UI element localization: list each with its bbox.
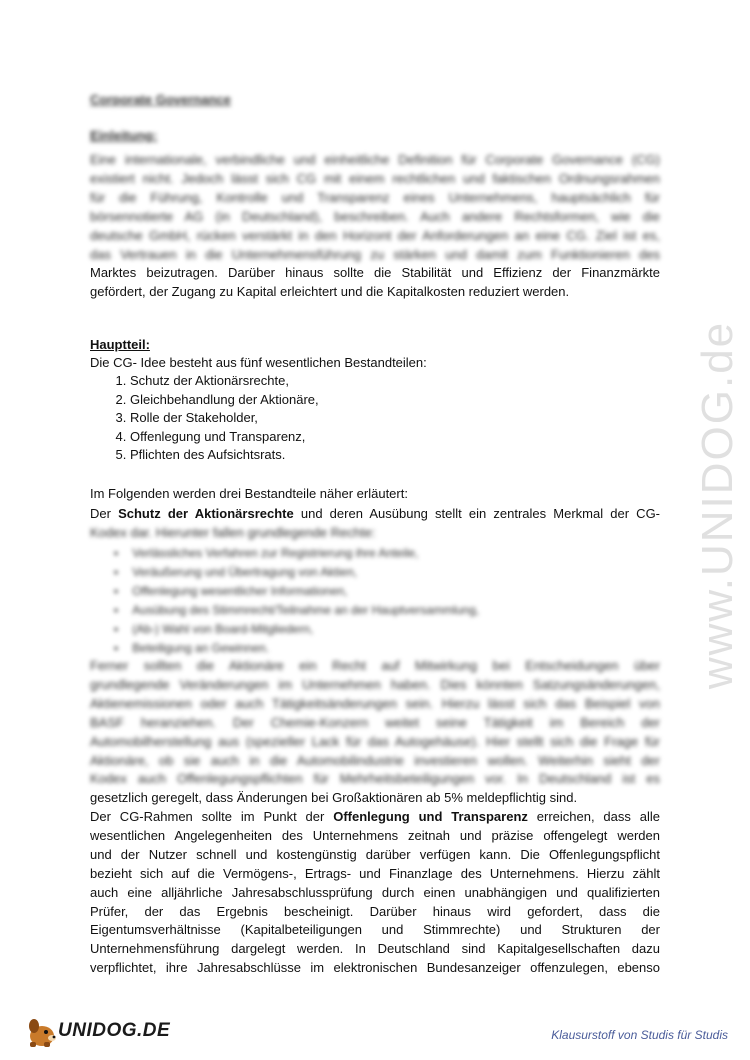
- main-heading: Hauptteil:: [90, 337, 150, 352]
- rights-intro-line: Kodex dar. Hierunter fallen grundlegende Rechte:: [90, 524, 376, 540]
- disclosure-line: verpflichtet, ihre Jahresabschlüsse im elektronischen Bundesanzeiger offenzulegen, ebenso: [90, 960, 660, 976]
- list-item: ▪ (Ab-) Wahl von Board-Mitgliedern,: [136, 620, 479, 639]
- footer-tagline: Klausurstoff von Studis für Studis: [551, 1028, 728, 1042]
- intro-heading: Einleitung:: [90, 128, 158, 143]
- disclosure-line: auch eine alljährliche Jahresabschlussprüfung durch einen unabhängigen und qualifizierten: [90, 884, 660, 900]
- list-item: ▪ Offenlegung wesentlicher Informationen,: [136, 582, 479, 601]
- intro-line: das Vertrauen in die Unternehmensführung zu stärken und damit zum Funktionieren des: [90, 246, 660, 262]
- intro-line: existiert nicht. Jedoch lässt sich CG mit einem rechtlichen und faktischen Ordnungsrahmen: [90, 170, 660, 186]
- list-item: 2. Gleichbehandlung der Aktionäre,: [130, 391, 319, 410]
- intro-line: deutsche GmbH, rücken verstärkt in den Horizont der Anforderungen an eine CG. Ziel ist es,: [90, 227, 660, 243]
- disclosure-paragraph: [90, 808, 660, 978]
- rights-intro-line: [90, 505, 660, 524]
- list-item: ▪ Veräußerung und Übertragung von Aktien,: [136, 563, 479, 582]
- main-lead: Die CG- Idee besteht aus fünf wesentlichen Bestandteilen:: [90, 355, 427, 370]
- rights-intro: [90, 505, 660, 543]
- participation-line: Ferner sollten die Aktionäre ein Recht auf Mitwirkung bei Entscheidungen über: [90, 658, 660, 673]
- intro-line: für die Führung, Kontrolle und Transparenz eines Unternehmens, hauptsächlich für: [90, 189, 660, 205]
- following-sentence: Im Folgenden werden drei Bestandteile näher erläutert:: [90, 486, 408, 501]
- disclosure-line: Unternehmensführung dargelegt werden. In Deutschland sind Kapitalgesellschaften dazu: [90, 941, 660, 957]
- participation-line: gesetzlich geregelt, dass Änderungen bei Großaktionären ab 5% meldepflichtig sind.: [90, 790, 578, 806]
- watermark-text: www.UNIDOG.de: [693, 320, 742, 690]
- intro-line: Marktes beizutragen. Darüber hinaus sollte die Stabilität und Effizienz der Finanzmärkte: [90, 265, 660, 281]
- participation-line: Aktionäre, ob sie auch in die Automobilindustrie investieren wollen. Weiterhin sieht der: [90, 752, 660, 768]
- disclosure-line: Prüfer, der das Ergebnis bescheinigt. Darüber hinaus wird gefordert, dass die: [90, 903, 660, 919]
- watermark: [688, 270, 748, 740]
- rights-bold: Schutz der Aktionärsrechte: [118, 506, 294, 521]
- disclosure-line: Eigentumsverhältnisse (Kapitalbeteiligungen und Stimmrechte) und Strukturen der: [90, 922, 660, 938]
- rights-pre: Der: [90, 506, 119, 521]
- participation-line: Aktienemissionen oder auch Tätigkeitsänderungen sein. Hierzu lässt sich das Beispiel von: [90, 695, 660, 711]
- participation-line: BASF heranziehen. Der Chemie-Konzern weitet seine Tätigkeit im Bereich der: [90, 714, 660, 730]
- list-item: 3. Rolle der Stakeholder,: [130, 409, 319, 428]
- parts-list: [90, 372, 319, 465]
- document-title: Corporate Governance: [90, 92, 231, 107]
- participation-paragraph: [90, 657, 660, 808]
- disclosure-line: und der Nutzer schnell und kostengünstig darüber verfügen kann. Die Offenlegungspflicht: [90, 846, 660, 862]
- participation-line: Kodex auch Offenlegungspflichten für Mehrheitsbeteiligungen vor. In Deutschland ist es: [90, 771, 660, 787]
- list-item: ▪ Ausübung des Stimmrecht/Teilnahme an der Hauptversammlung,: [136, 601, 479, 620]
- list-item: ▪ Verlässliches Verfahren zur Registrierung ihre Anteile,: [136, 544, 479, 563]
- participation-line: Automobilherstellung aus (spezieller Lack für das Autogehäuse). Hier stellt sich die Frage für: [90, 733, 660, 749]
- list-item: ▪ Beteiligung an Gewinnen.: [136, 639, 479, 658]
- disclosure-bold: Offenlegung und Transparenz: [333, 809, 528, 824]
- logo-text: UNIDOG.DE: [58, 1020, 171, 1041]
- intro-paragraph: [90, 151, 660, 302]
- disclosure-line: bezieht sich auf die Vermögens-, Ertrags- und Finanzlage des Unternehmens. Hierzu zählt: [90, 865, 660, 881]
- list-item: 4. Offenlegung und Transparenz,: [130, 428, 319, 447]
- disclosure-post: erreichen, dass alle: [527, 809, 660, 824]
- rights-list: [90, 544, 479, 658]
- disclosure-pre: Der CG-Rahmen sollte im Punkt der: [90, 809, 334, 824]
- intro-line: Eine internationale, verbindliche und einheitliche Definition für Corporate Governance (CG): [90, 152, 660, 167]
- list-item: 1. Schutz der Aktionärsrechte,: [130, 372, 319, 391]
- intro-line: gefördert, der Zugang zu Kapital erleichtert und die Kapitalkosten reduziert werden.: [90, 284, 570, 300]
- participation-line: grundlegende Veränderungen im Unternehmen haben. Dies könnten Satzungsänderungen,: [90, 676, 660, 692]
- intro-line: börsennotierte AG (in Deutschland), beschreiben. Auch andere Rechtsformen, wie die: [90, 208, 660, 224]
- rights-post: und deren Ausübung stellt ein zentrales Merkmal der CG-: [293, 506, 661, 521]
- disclosure-line: wesentlichen Angelegenheiten des Unternehmens zeitnah und präzise offengelegt werden: [90, 827, 660, 843]
- disclosure-line: [90, 808, 660, 827]
- list-item: 5. Pflichten des Aufsichtsrats.: [130, 446, 319, 465]
